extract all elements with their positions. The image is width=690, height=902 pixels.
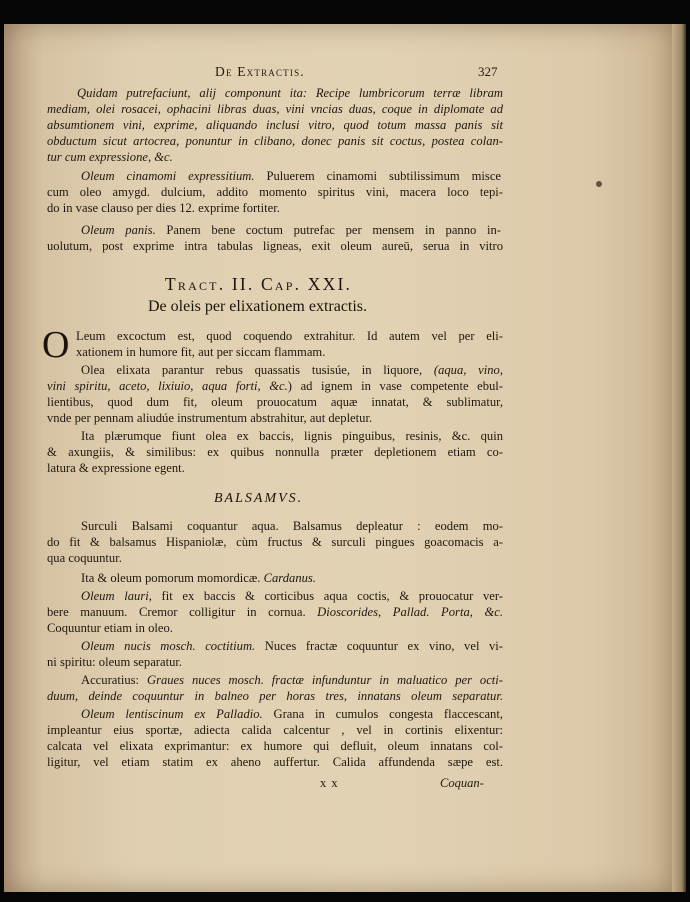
- text-line: bere manuum. Cremor colligitur in cornua. Dioscorides, Pallad. Porta, &c.: [47, 605, 503, 619]
- text-line: & axungiis, & similibus: ex quibus nonnulla præter depletionem etiam co-: [47, 445, 503, 459]
- text-line: cum oleo amygd. dulcium, addito momento spiritus vini, macera loco tepi-: [47, 185, 503, 199]
- text-line: Leum excoctum est, quod coquendo extrahitur. Id autem vel per eli-: [76, 329, 503, 343]
- ink-spot: [596, 181, 602, 187]
- text-line: Oleum lentiscinum ex Palladio. Grana in cumulos congesta flaccescant,: [81, 707, 503, 721]
- text-line: ligitur, vel etiam statim ex aheno auffertur. Calida affundenda sæpe est.: [47, 755, 503, 769]
- text-line: tur cum expressione, &c.: [47, 150, 173, 164]
- text-line: vnde per pennam aliudúe instrumentum abstrahitur, aut depletur.: [47, 411, 373, 425]
- chapter-heading: Tract. II. Cap. XXI.: [165, 274, 353, 294]
- recipe-title: Oleum cinamomi expressitium.: [81, 169, 255, 183]
- text-line: do in vase clauso per dies 12. exprime fortiter.: [47, 201, 280, 215]
- text-line: Oleum nucis mosch. coctitium. Nuces fractæ coquuntur ex vino, vel vi-: [81, 639, 504, 653]
- text-line: ni spiritu: oleum separatur.: [47, 655, 183, 669]
- text-line: impleantur eius sportæ, adiecta calida calcentur , vel in cortinis elixentur:: [47, 723, 503, 737]
- text-line: mediam, olei rosacei, ophacini libras duas, vini vncias duas, coque in diplomate ad: [47, 102, 503, 116]
- page-edge: [672, 24, 686, 892]
- recipe-title: Oleum panis.: [81, 223, 156, 237]
- text-line: Surculi Balsami coquantur aqua. Balsamus depleatur : eodem mo-: [81, 519, 503, 533]
- text-line: uolutum, post exprime intra tabulas ligneas, exit oleum aureū, serua in vitro: [47, 239, 503, 253]
- signature-mark: x x: [320, 776, 339, 790]
- text-line: lientibus, quod dum fit, oleum prouocatum aquæ innatat, & sublimatur,: [47, 395, 503, 409]
- text-line: Ita plærumque fiunt olea ex baccis, lignis pinguibus, resinis, &c. quin: [81, 429, 503, 443]
- text-line: Oleum lauri, fit ex baccis & corticibus aqua coctis, & prouocatur ver-: [81, 589, 503, 603]
- catchword: Coquan-: [440, 776, 484, 790]
- running-head: De Extractis.: [215, 64, 305, 79]
- text-line: Oleum cinamomi expressitium. Puluerem cinamomi subtilissimum misce: [81, 169, 501, 183]
- text-line: Quidam putrefaciunt, alij componunt ita: Recipe lumbricorum terræ libram: [77, 86, 503, 100]
- text-line: Coquuntur etiam in oleo.: [47, 621, 173, 635]
- text-line: calcata vel elixata exprimantur: ex humore qui defluit, oleum innatans col-: [47, 739, 503, 753]
- text-line: qua coquuntur.: [47, 551, 122, 565]
- chapter-subtitle: De oleis per elixationem extractis.: [148, 298, 368, 315]
- text-line: vini spiritu, aceto, lixiuio, aqua forti, &c.) ad ignem in vase competente ebul-: [47, 379, 503, 393]
- text-line: Accuratius: Graues nuces mosch. fractæ infunduntur in maluatico per octi-: [81, 673, 503, 687]
- section-heading: BALSAMVS.: [214, 491, 304, 506]
- text-line: Olea elixata parantur rebus quassatis tusisúe, in liquore, (aqua, vino,: [81, 363, 503, 377]
- text-line: xationem in humore fit, aut per siccam flammam.: [76, 345, 326, 359]
- text-line: Ita & oleum pomorum momordicæ. Cardanus.: [81, 571, 316, 585]
- text-line: absumtionem vini, exprime, aliquando inclusi vitro, quod totum massa panis sit: [47, 118, 503, 132]
- text-line: do fit & balsamus Hispaniolæ, cùm fructus & surculi pingues goacomacis a-: [47, 535, 503, 549]
- text-line: duum, deinde coquuntur in balneo per horas tres, innatans oleum separatur.: [47, 689, 503, 703]
- drop-initial: O: [42, 324, 70, 366]
- text-line: obductum sicut artocrea, ponuntur in clibano, donec panis sit coctus, postea colan-: [47, 134, 503, 148]
- page-number: 327: [478, 64, 498, 79]
- text-line: Oleum panis. Panem bene coctum putrefac per mensem in panno in-: [81, 223, 501, 237]
- text-line: latura & expressione egent.: [47, 461, 185, 475]
